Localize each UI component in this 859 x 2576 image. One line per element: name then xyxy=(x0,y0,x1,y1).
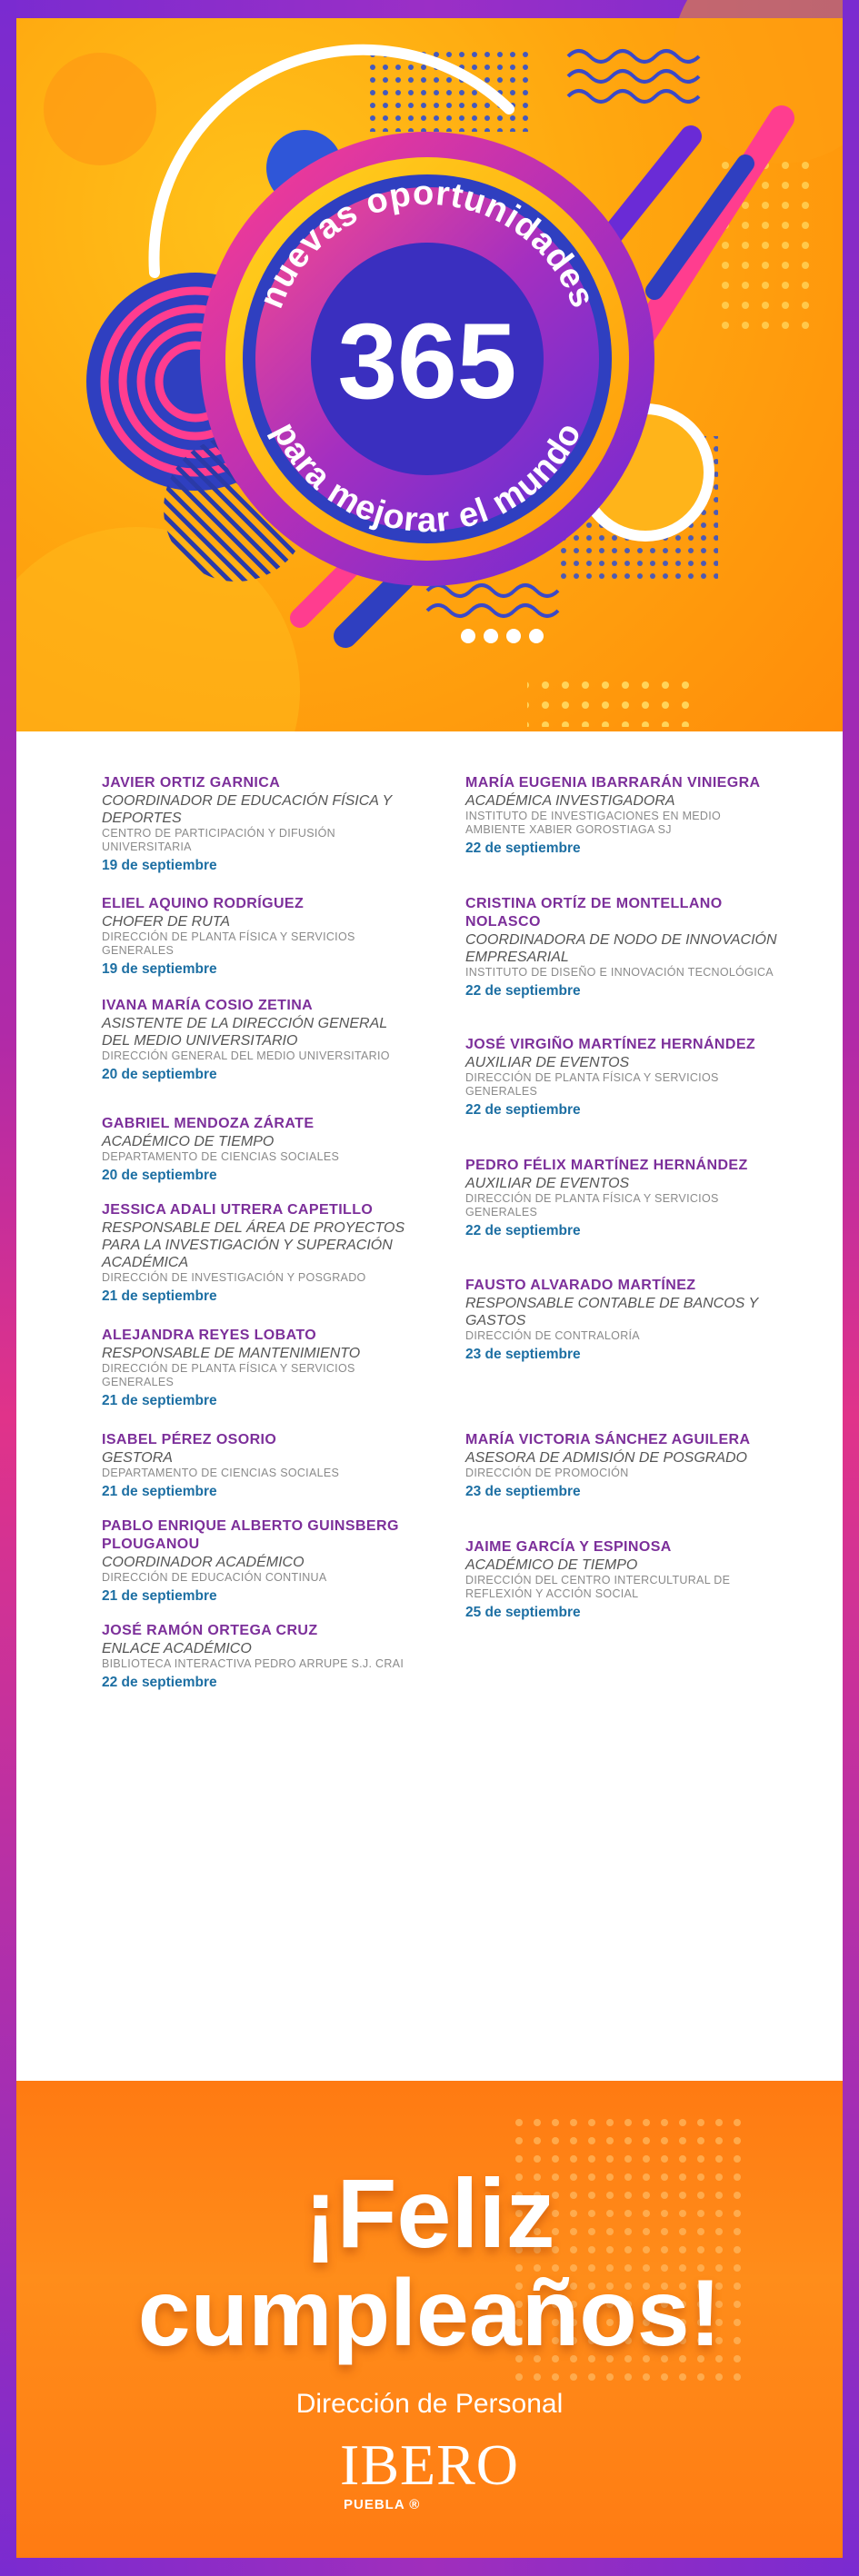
greeting-line-2: cumpleaños! xyxy=(137,2261,722,2366)
footer-banner xyxy=(0,2081,859,2576)
greeting-line-1: ¡Feliz xyxy=(304,2158,555,2268)
person-department: DIRECCIÓN DE CONTRALORÍA xyxy=(465,1329,640,1342)
list-item xyxy=(465,774,779,858)
person-department: DIRECCIÓN GENERAL DEL MEDIO UNIVERSITARIO xyxy=(102,1049,390,1062)
person-role: RESPONSABLE DE MANTENIMIENTO xyxy=(102,1346,361,1361)
header-banner xyxy=(0,0,859,731)
person-role: COORDINADOR ACADÉMICO xyxy=(102,1555,305,1570)
frame-right xyxy=(843,0,859,2576)
birthday-list xyxy=(0,731,859,2081)
person-role: RESPONSABLE CONTABLE DE BANCOS Y GASTOS xyxy=(465,1296,758,1328)
list-item xyxy=(465,1157,779,1240)
person-name: JOSÉ VIRGIÑO MARTÍNEZ HERNÁNDEZ xyxy=(465,1037,756,1052)
birthday-date: 19 de septiembre xyxy=(102,858,217,873)
list-item xyxy=(102,895,415,979)
department-name: Dirección de Personal xyxy=(295,2389,564,2419)
list-item xyxy=(102,997,415,1084)
person-role: AUXILIAR DE EVENTOS xyxy=(465,1176,630,1191)
birthday-date: 20 de septiembre xyxy=(102,1168,217,1183)
person-name: PEDRO FÉLIX MARTÍNEZ HERNÁNDEZ xyxy=(465,1158,748,1173)
person-name: JESSICA ADALI UTRERA CAPETILLO xyxy=(102,1202,374,1218)
person-name: MARÍA EUGENIA IBARRARÁN VINIEGRA xyxy=(465,775,761,791)
birthday-date: 22 de septiembre xyxy=(102,1675,217,1690)
person-name: IVANA MARÍA COSIO ZETINA xyxy=(102,998,314,1013)
list-item xyxy=(465,1036,779,1119)
person-name: FAUSTO ALVARADO MARTÍNEZ xyxy=(465,1278,696,1293)
arc-bottom-text: para mejorar el mundo xyxy=(265,416,590,541)
frame-left xyxy=(0,0,16,2576)
person-department: DIRECCIÓN DE PLANTA FÍSICA Y SERVICIOS GENERALES xyxy=(102,1362,355,1388)
birthday-date: 22 de septiembre xyxy=(465,840,581,856)
person-role: AUXILIAR DE EVENTOS xyxy=(465,1055,630,1070)
person-name: GABRIEL MENDOZA ZÁRATE xyxy=(102,1116,315,1131)
person-department: INSTITUTO DE INVESTIGACIONES EN MEDIO AMBIENTE XABIER GOROSTIAGA SJ xyxy=(465,810,722,836)
list-item xyxy=(102,1201,415,1306)
person-department: DIRECCIÓN DE INVESTIGACIÓN Y POSGRADO xyxy=(102,1271,366,1284)
person-role: ASISTENTE DE LA DIRECCIÓN GENERAL DEL MEDIO UNIVERSITARIO xyxy=(102,1016,387,1049)
ibero-logo-subtitle: PUEBLA ® xyxy=(344,2497,421,2512)
birthday-date: 21 de septiembre xyxy=(102,1288,217,1304)
birthday-date: 21 de septiembre xyxy=(102,1484,217,1499)
person-role: COORDINADORA DE NODO DE INNOVACIÓN EMPRESARIAL xyxy=(465,932,777,965)
svg-text:para mejorar el mundo xyxy=(265,416,590,540)
list-item xyxy=(465,895,779,1000)
footer-bottom-bar xyxy=(0,2558,859,2576)
birthday-date: 25 de septiembre xyxy=(465,1605,581,1620)
person-department: DIRECCIÓN DE PLANTA FÍSICA Y SERVICIOS GENERALES xyxy=(102,930,355,957)
person-department: DEPARTAMENTO DE CIENCIAS SOCIALES xyxy=(102,1467,340,1479)
person-role: ACADÉMICA INVESTIGADORA xyxy=(465,793,675,809)
person-department: BIBLIOTECA INTERACTIVA PEDRO ARRUPE S.J. CRAI xyxy=(102,1657,405,1670)
list-item xyxy=(102,1327,415,1410)
birthday-date: 23 de septiembre xyxy=(465,1347,581,1362)
person-department: INSTITUTO DE DISEÑO E INNOVACIÓN TECNOLÓGICA xyxy=(465,966,774,979)
arc-top-text: nuevas oportunidades xyxy=(252,174,603,314)
person-role: CHOFER DE RUTA xyxy=(102,914,231,930)
svg-text:nuevas oportunidades xyxy=(253,174,603,313)
person-name: JAIME GARCÍA Y ESPINOSA xyxy=(465,1539,672,1555)
birthday-date: 22 de septiembre xyxy=(465,1102,581,1118)
person-name: JAVIER ORTIZ GARNICA xyxy=(102,775,281,791)
person-department: DEPARTAMENTO DE CIENCIAS SOCIALES xyxy=(102,1150,340,1163)
badge-number: 365 xyxy=(337,302,517,422)
person-role: COORDINADOR DE EDUCACIÓN FÍSICA Y DEPORTES xyxy=(102,793,392,826)
person-department: DIRECCIÓN DE EDUCACIÓN CONTINUA xyxy=(102,1571,327,1584)
person-name: JOSÉ RAMÓN ORTEGA CRUZ xyxy=(102,1623,318,1638)
person-name: MARÍA VICTORIA SÁNCHEZ AGUILERA xyxy=(465,1432,751,1447)
birthday-date: 23 de septiembre xyxy=(465,1484,581,1499)
person-department: DIRECCIÓN DE PLANTA FÍSICA Y SERVICIOS GENERALES xyxy=(465,1071,719,1098)
person-name: ELIEL AQUINO RODRÍGUEZ xyxy=(102,896,305,911)
list-item xyxy=(465,1277,779,1364)
birthday-date: 21 de septiembre xyxy=(102,1588,217,1604)
person-role: ASESORA DE ADMISIÓN DE POSGRADO xyxy=(465,1450,747,1466)
list-item xyxy=(102,1115,415,1185)
person-name: CRISTINA ORTÍZ DE MONTELLANO NOLASCO xyxy=(465,896,723,930)
birthday-date: 22 de septiembre xyxy=(465,983,581,999)
person-role: GESTORA xyxy=(102,1450,173,1466)
birthday-date: 19 de septiembre xyxy=(102,961,217,977)
list-item xyxy=(465,1431,779,1501)
person-name: ALEJANDRA REYES LOBATO xyxy=(102,1328,317,1343)
person-role: ACADÉMICO DE TIEMPO xyxy=(102,1134,275,1149)
birthday-date: 20 de septiembre xyxy=(102,1067,217,1082)
person-department: DIRECCIÓN DEL CENTRO INTERCULTURAL DE REFLEXIÓN Y ACCIÓN SOCIAL xyxy=(465,1574,731,1600)
badge-text xyxy=(0,0,859,731)
person-role: ENLACE ACADÉMICO xyxy=(102,1641,252,1656)
birthday-date: 21 de septiembre xyxy=(102,1393,217,1408)
list-item xyxy=(102,1431,415,1501)
list-item xyxy=(102,1622,415,1692)
person-department: DIRECCIÓN DE PROMOCIÓN xyxy=(465,1467,629,1479)
person-name: PABLO ENRIQUE ALBERTO GUINSBERG PLOUGANOU xyxy=(102,1518,399,1552)
person-role: RESPONSABLE DEL ÁREA DE PROYECTOS PARA LA INVESTIGACIÓN Y SUPERACIÓN ACADÉMICA xyxy=(102,1220,405,1270)
person-role: ACADÉMICO DE TIEMPO xyxy=(465,1557,638,1573)
list-item xyxy=(102,774,415,875)
birthday-date: 22 de septiembre xyxy=(465,1223,581,1238)
ibero-logo: IBERO xyxy=(340,2432,519,2497)
list-item xyxy=(465,1538,779,1622)
list-item xyxy=(102,1517,415,1606)
person-department: DIRECCIÓN DE PLANTA FÍSICA Y SERVICIOS GENERALES xyxy=(465,1192,719,1218)
person-name: ISABEL PÉREZ OSORIO xyxy=(102,1432,277,1447)
person-department: CENTRO DE PARTICIPACIÓN Y DIFUSIÓN UNIVERSITARIA xyxy=(102,827,335,853)
